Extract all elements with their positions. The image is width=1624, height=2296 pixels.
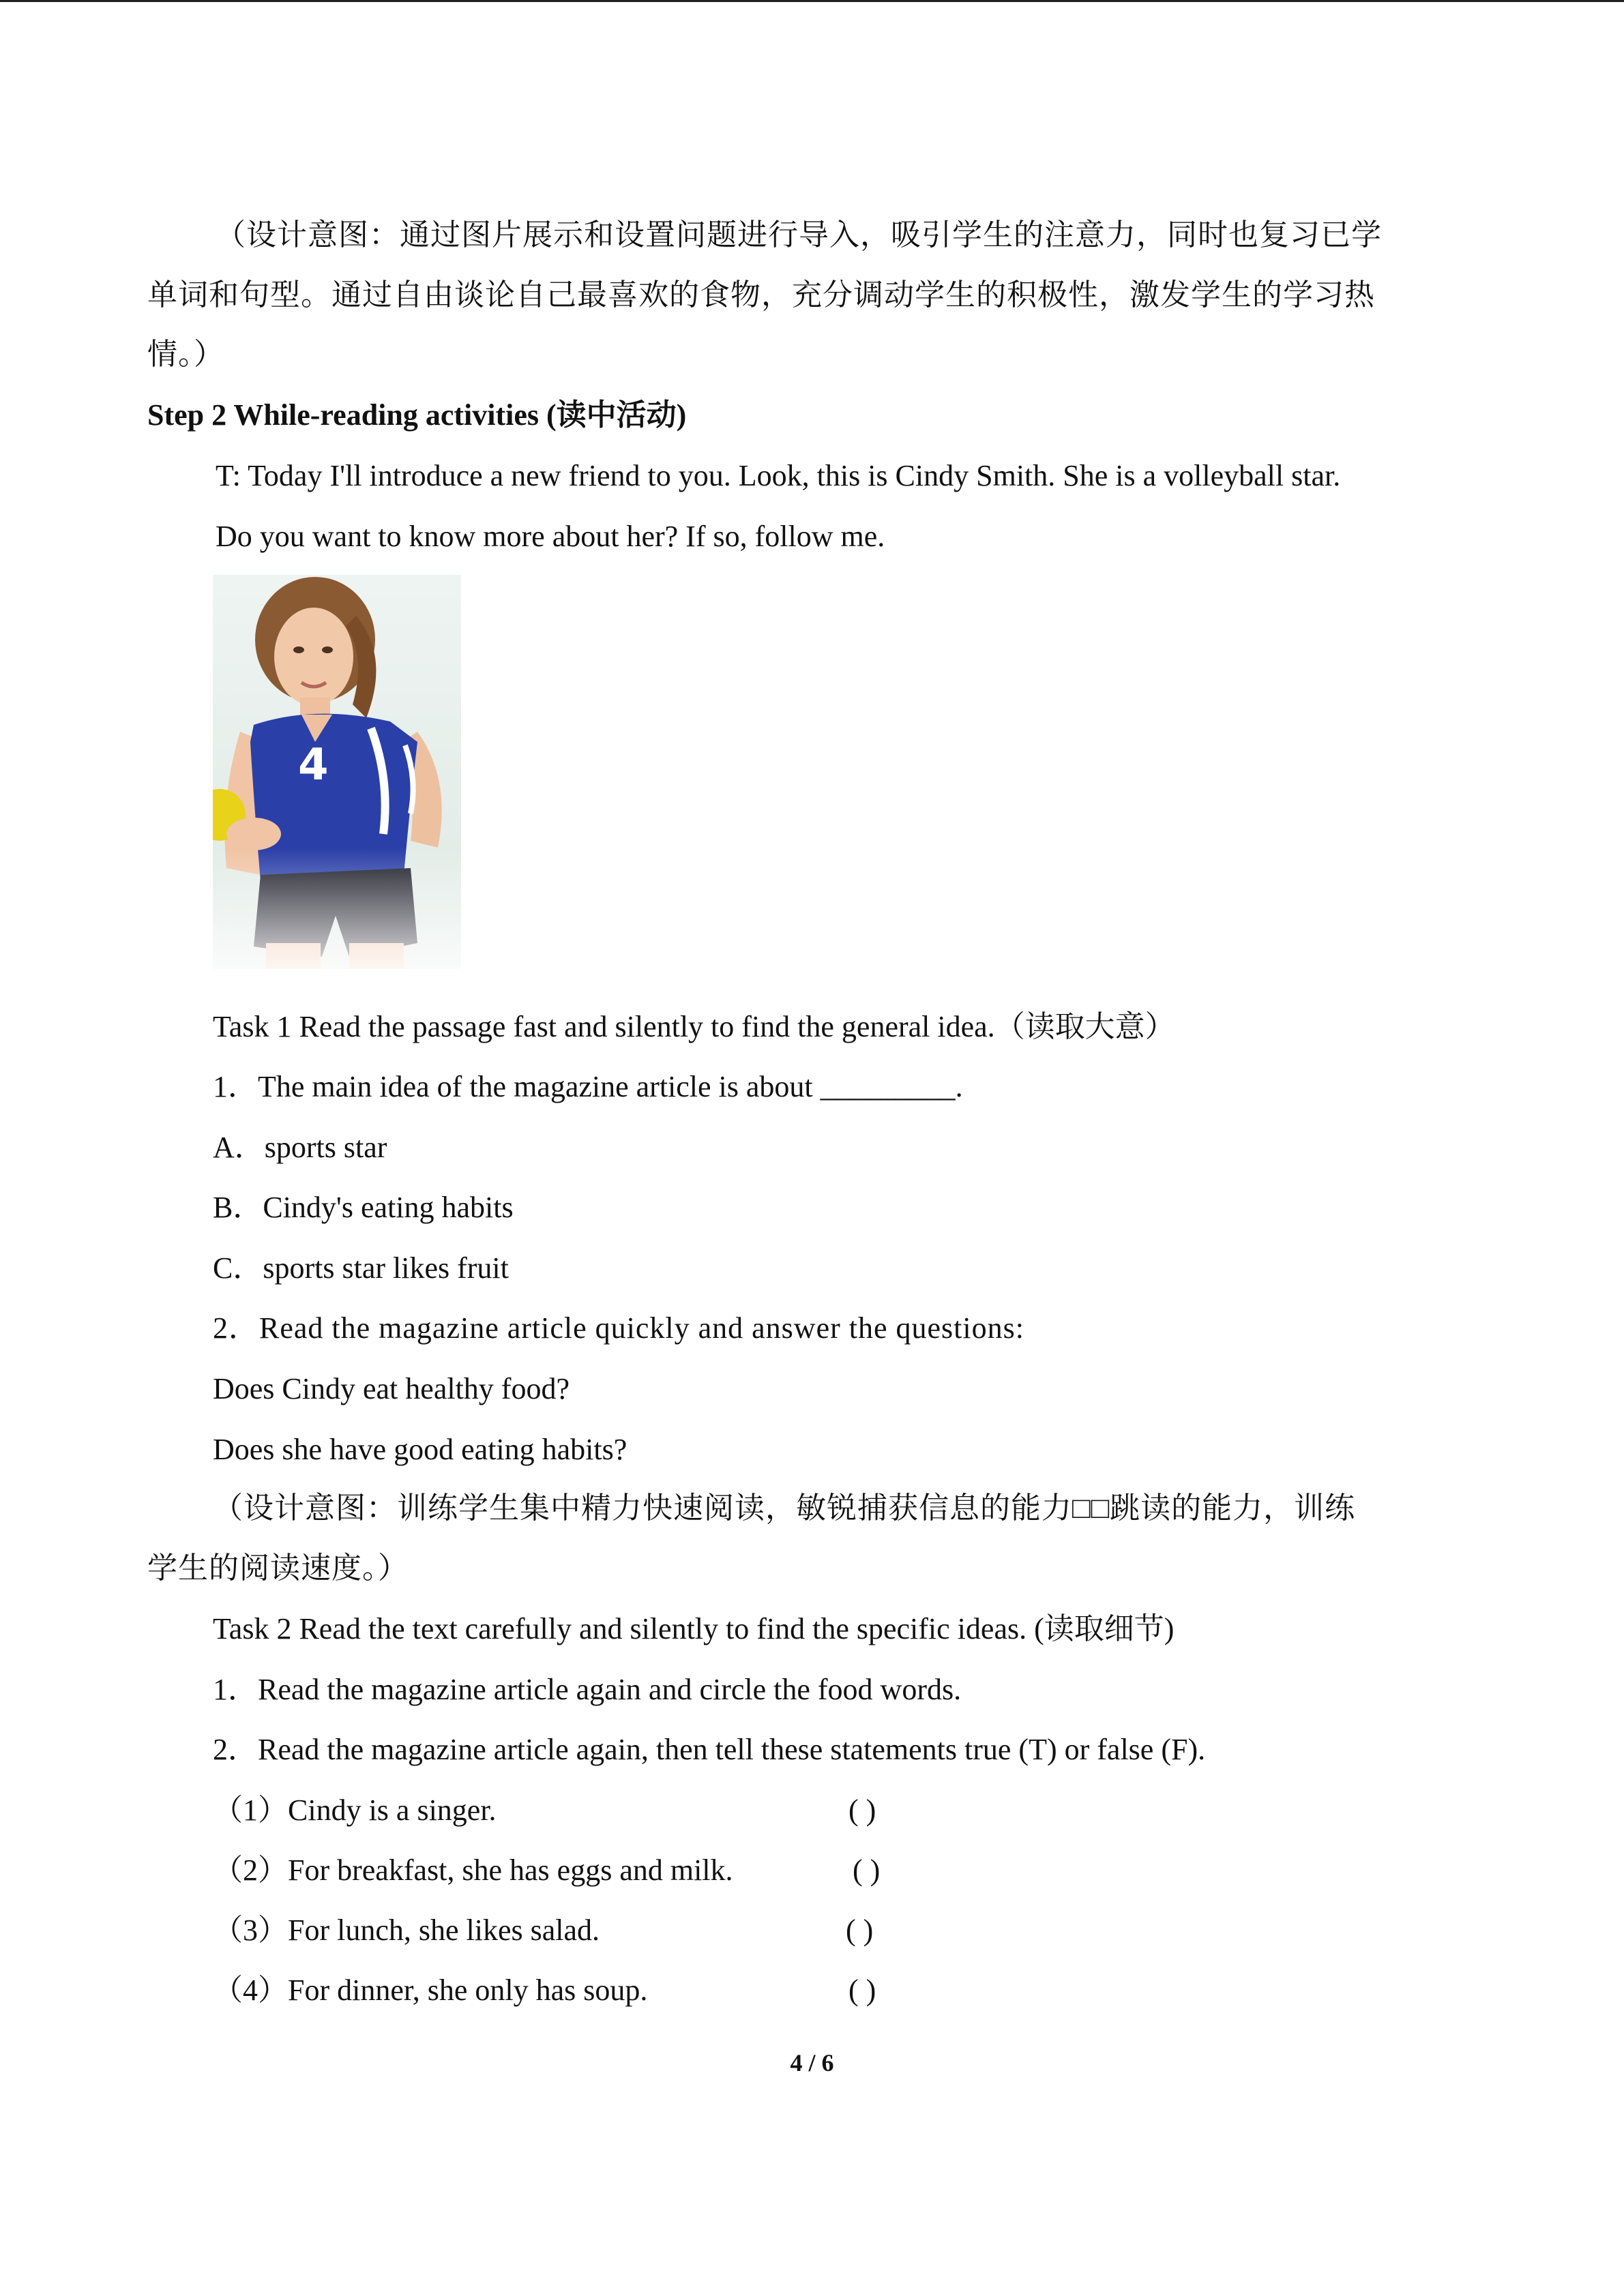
statement-2-text: （2）For breakfast, she has eggs and milk. bbox=[213, 1853, 733, 1887]
step2-heading: Step 2 While-reading activities (读中活动) bbox=[147, 398, 687, 432]
task2-question2: 2．Read the magazine article again, then tell these statements true (T) or false (F). bbox=[213, 1733, 1206, 1766]
statement-2-blank[interactable]: ( ) bbox=[853, 1853, 881, 1887]
task1-option-c: C．sports star likes fruit bbox=[213, 1251, 509, 1285]
statement-1-text: （1）Cindy is a singer. bbox=[213, 1793, 497, 1827]
design-intent-1-line1: （设计意图：通过图片展示和设置问题进行导入，吸引学生的注意力，同时也复习已学 bbox=[216, 218, 1382, 252]
design-intent-2-line2: 学生的阅读速度。） bbox=[147, 1551, 409, 1585]
task1-option-b: B．Cindy's eating habits bbox=[213, 1191, 514, 1224]
design-intent-1-line3: 情。） bbox=[147, 338, 224, 371]
task2-title: Task 2 Read the text carefully and silently to find the specific ideas. (读取细节) bbox=[213, 1612, 1175, 1645]
task1-question2: 2．Read the magazine article quickly and answer the questions: bbox=[213, 1311, 1024, 1345]
task1-option-a: A．sports star bbox=[213, 1131, 387, 1164]
design-intent-2-line1: （设计意图：训练学生集中精力快速阅读，敏锐捕获信息的能力□□跳读的能力，训练 bbox=[213, 1491, 1356, 1525]
jersey-number: 4 bbox=[298, 740, 329, 790]
volleyball-player-illustration bbox=[213, 575, 461, 969]
task1-question2b: Does she have good eating habits? bbox=[213, 1433, 628, 1466]
task1-question1: 1．The main idea of the magazine article is about _________. bbox=[213, 1070, 963, 1103]
cindy-smith-photo bbox=[213, 575, 461, 969]
statement-4-text: （4）For dinner, she only has soup. bbox=[213, 1973, 648, 2007]
design-intent-1-line2: 单词和句型。通过自由谈论自己最喜欢的食物，充分调动学生的积极性，激发学生的学习热 bbox=[147, 278, 1375, 312]
statement-4-blank[interactable]: ( ) bbox=[848, 1973, 876, 2007]
task1-title: Task 1 Read the passage fast and silently to find the general idea.（读取大意） bbox=[213, 1010, 1175, 1043]
step2-intro-line1: T: Today I'll introduce a new friend to you. Look, this is Cindy Smith. She is a volleyball star. bbox=[216, 459, 1341, 492]
statement-3-text: （3）For lunch, she likes salad. bbox=[213, 1913, 600, 1947]
task2-question1: 1．Read the magazine article again and circle the food words. bbox=[213, 1673, 962, 1706]
statement-3-blank[interactable]: ( ) bbox=[846, 1913, 874, 1947]
statement-1-blank[interactable]: ( ) bbox=[848, 1793, 876, 1827]
page-number: 4 / 6 bbox=[790, 2049, 834, 2076]
step2-intro-line2: Do you want to know more about her? If so, follow me. bbox=[216, 520, 885, 553]
task1-question2a: Does Cindy eat healthy food? bbox=[213, 1372, 570, 1405]
page-top-border bbox=[0, 0, 1624, 2]
